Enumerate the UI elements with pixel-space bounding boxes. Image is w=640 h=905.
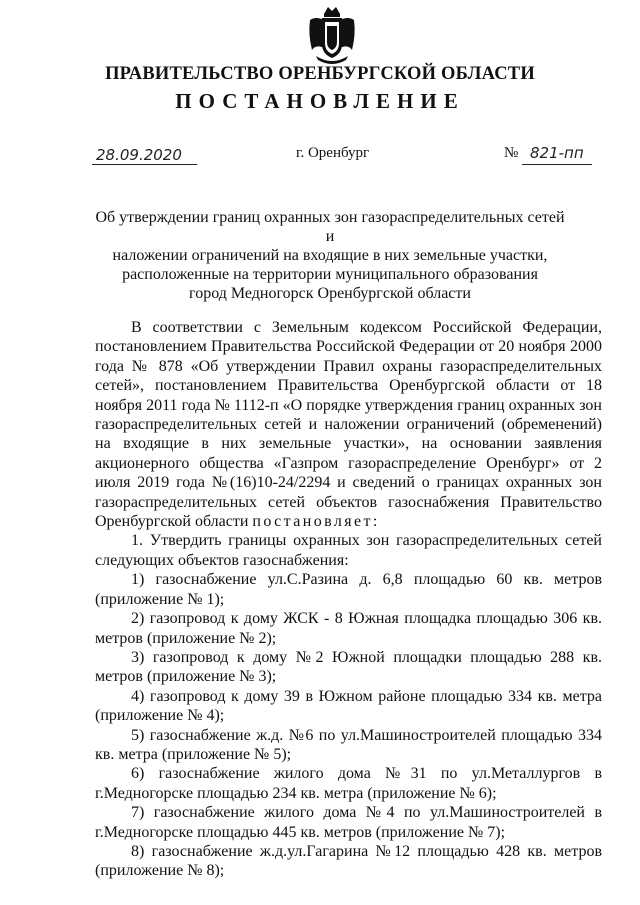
- document-number: 821-пп: [530, 144, 584, 162]
- subject-line: наложении ограничений на входящие в них земельные участки,: [112, 247, 548, 264]
- document-subject: [95, 208, 565, 303]
- preamble-paragraph: [95, 318, 602, 531]
- number-label: №: [504, 145, 519, 161]
- document-type: ПОСТАНОВЛЕНИЕ: [175, 89, 465, 113]
- subject-line: расположенные на территории муниципального образования: [122, 266, 538, 283]
- coat-of-arms-emblem: [302, 4, 362, 66]
- subitem: 1) газоснабжение ул.С.Разина д. 6,8 площадью 60 кв. метров (приложение № 1);: [95, 571, 602, 608]
- subitem: 4) газопровод к дому 39 в Южном районе площадью 334 кв. метра (приложение № 4);: [95, 687, 602, 725]
- subitem: 2) газопровод к дому ЖСК - 8 Южная площадка площадью 306 кв. метров (приложение № 2);: [95, 610, 602, 647]
- subitem: 8) газоснабжение ж.д.ул.Гагарина №12 площадью 428 кв. метров (приложение № 8);: [95, 842, 602, 880]
- subject-line: город Медногорск Оренбургской области: [189, 285, 471, 302]
- document-city: г. Оренбург: [296, 145, 370, 161]
- decree-word: постановляет:: [252, 513, 380, 531]
- preamble-text: В соответствии с Земельным кодексом Российской Федерации, постановлением Правительства Российской Федерации от 20 ноября 2000 года № 878 «Об утверждении Правил охраны газораспределительных сетей», постановлением Правительства Оренбургской области от 18 ноября 2011 года № 1112-п «О порядке утверждения границ охранных зон газораспределительных сетей и наложении ограничений (обременений) на входящие в них земельные участки», на основании заявления акционерного общества «Газпром газораспределение Оренбург» от 2 июля 2019 года №(16)10-24/2294 и сведений о границах охранных зон газораспределительных сетей объектов газоснабжения Правительство Оренбургской области: [95, 319, 602, 531]
- item-1: 1. Утвердить границы охранных зон газораспределительных сетей следующих объектов газоснабжения:: [95, 532, 602, 569]
- subitem: 3) газопровод к дому №2 Южной площадки площадью 288 кв. метров (приложение № 3);: [95, 648, 602, 686]
- subitem: 6) газоснабжение жилого дома №31 по ул.Металлургов в г.Медногорске площадью 234 кв. метра (приложение № 6);: [95, 765, 602, 802]
- document-body: [95, 318, 602, 881]
- subitem: 7) газоснабжение жилого дома №4 по ул.Машиностроителей в г.Медногорске площадью 445 кв. метров (приложение № 7);: [95, 804, 602, 841]
- subject-line: Об утверждении границ охранных зон газораспределительных сетей и: [95, 209, 565, 245]
- subitem: 5) газоснабжение ж.д. №6 по ул.Машиностроителей площадью 334 кв. метра (приложение № 5);: [95, 726, 602, 763]
- number-underline: [522, 164, 592, 165]
- government-name: ПРАВИТЕЛЬСТВО ОРЕНБУРГСКОЙ ОБЛАСТИ: [105, 64, 535, 84]
- date-underline: [92, 164, 197, 165]
- document-date: 28.09.2020: [96, 146, 182, 164]
